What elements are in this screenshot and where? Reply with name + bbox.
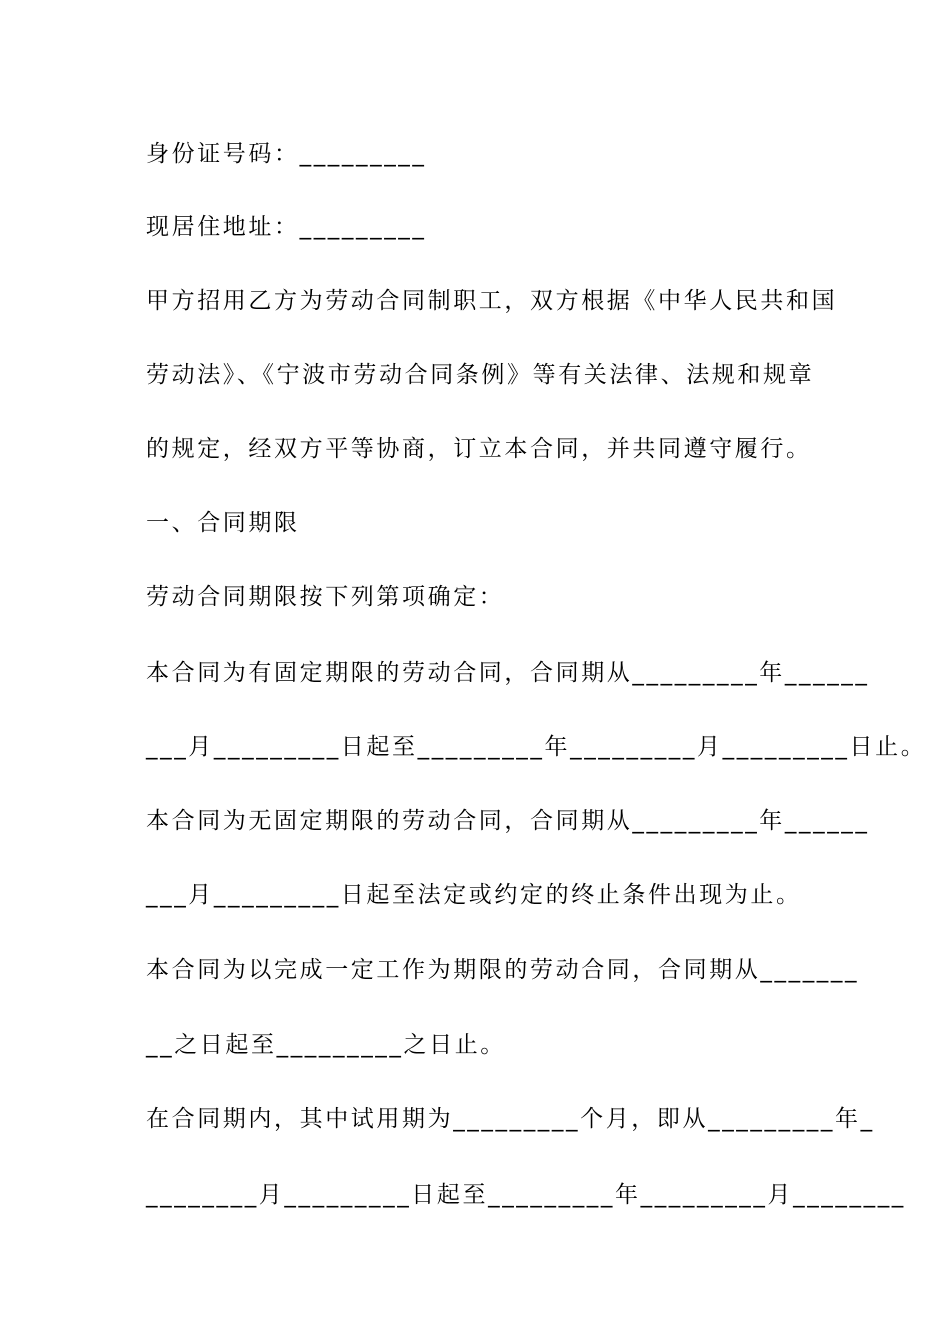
term-intro-line: 劳动合同期限按下列第项确定： bbox=[146, 584, 505, 610]
id-number-line: 身份证号码：_________ bbox=[146, 141, 427, 167]
task-term-line-1: 本合同为以完成一定工作为期限的劳动合同，合同期从_______ bbox=[146, 957, 860, 983]
open-term-line-1: 本合同为无固定期限的劳动合同，合同期从_________年______ bbox=[146, 808, 870, 834]
fixed-term-line-1: 本合同为有固定期限的劳动合同，合同期从_________年______ bbox=[146, 660, 870, 686]
task-term-line-2: __之日起至_________之日止。 bbox=[146, 1032, 506, 1058]
preamble-line-2: 劳动法》、《宁波市劳动合同条例》等有关法律、法规和规章 bbox=[146, 362, 815, 388]
preamble-line-3: 的规定，经双方平等协商，订立本合同，并共同遵守履行。 bbox=[146, 436, 812, 462]
probation-line-1: 在合同期内，其中试用期为_________个月，即从_________年_ bbox=[146, 1106, 875, 1132]
fixed-term-line-2: ___月_________日起至_________年_________月_________日止。 bbox=[146, 734, 927, 760]
probation-line-2: ________月_________日起至_________年_________月________ bbox=[146, 1182, 906, 1208]
preamble-line-1: 甲方招用乙方为劳动合同制职工，双方根据《中华人民共和国 bbox=[146, 288, 838, 314]
section-heading-contract-term: 一、合同期限 bbox=[146, 510, 300, 536]
address-line: 现居住地址：_________ bbox=[146, 214, 427, 240]
open-term-line-2: ___月_________日起至法定或约定的终止条件出现为止。 bbox=[146, 882, 802, 908]
